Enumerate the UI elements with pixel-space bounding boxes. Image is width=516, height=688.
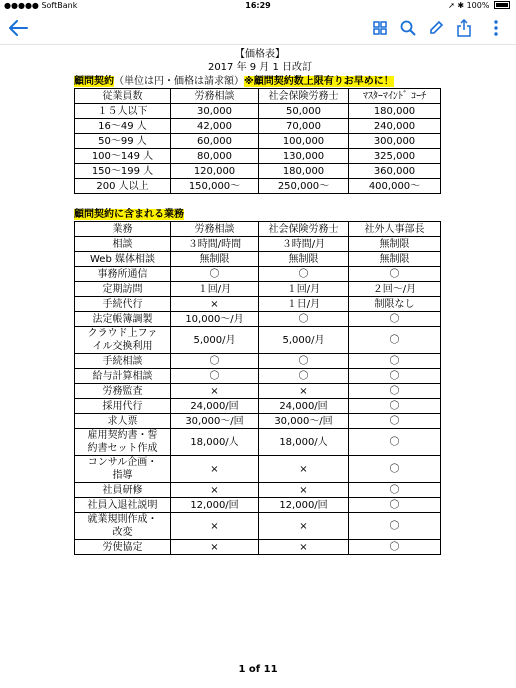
table-cell: 240,000 [349,119,441,134]
section-warning: ※顧問契約数上限有りお早めに！ [244,76,394,87]
column-header: 社外人事部長 [349,222,441,237]
table-cell: 70,000 [259,119,349,134]
viewer-toolbar [0,12,516,45]
table-cell: × [259,456,349,483]
table-cell: 〇 [349,327,441,354]
table-cell: 150～199 人 [75,164,171,179]
table-row [75,456,441,483]
section-label: 顧問契約 [74,76,114,87]
table-cell: 50～99 人 [75,134,171,149]
table-cell: 〇 [259,354,349,369]
table-cell: 事務所通信 [75,267,171,282]
table-cell: コンサル企画・ 指導 [75,456,171,483]
battery-indicator [448,0,510,12]
table-cell: Web 媒体相談 [75,252,171,267]
table-cell: 労使協定 [75,540,171,555]
column-header: 社会保険労務士 [259,222,349,237]
table-cell: 社員研修 [75,483,171,498]
table-cell: 18,000/人 [171,429,259,456]
table-row [75,540,441,555]
table-cell: × [171,483,259,498]
carrier-label: ●●●●● SoftBank [4,1,78,10]
table-cell: 180,000 [259,164,349,179]
table-cell: ２回～/月 [349,282,441,297]
annotate-button[interactable] [426,18,446,38]
table-row [75,149,441,164]
pdf-page [74,44,446,555]
table-row [75,429,441,456]
doc-title: 【価格表】 [235,49,285,60]
table-cell: 〇 [349,354,441,369]
table-cell: 〇 [349,483,441,498]
table-row [75,369,441,384]
table-cell: 42,000 [171,119,259,134]
table-cell: 求人票 [75,414,171,429]
more-vertical-icon [494,20,498,36]
search-icon [400,20,416,36]
table-row [75,327,441,354]
grid-icon [373,21,387,35]
battery-percent: 100% [466,1,490,10]
share-button[interactable] [454,18,474,38]
table-cell: 手続相談 [75,354,171,369]
table-cell: 16～49 人 [75,119,171,134]
table-cell: × [171,456,259,483]
table-cell: 325,000 [349,149,441,164]
table-cell: × [171,297,259,312]
table-row [75,104,441,119]
table-cell: ３時間/月 [259,237,349,252]
table-cell: 150,000～ [171,179,259,194]
table-cell: 社員入退社説明 [75,498,171,513]
table-row [75,498,441,513]
table-header [75,222,441,237]
table-cell: 24,000/回 [259,399,349,414]
back-button[interactable] [8,18,28,38]
table-cell: 180,000 [349,104,441,119]
table-cell: ３時間/時間 [171,237,259,252]
table-row [75,179,441,194]
table-cell: 300,000 [349,134,441,149]
table-row [75,237,441,252]
table-cell: 採用代行 [75,399,171,414]
table-cell: 〇 [349,540,441,555]
table-row [75,297,441,312]
table-cell: 給与計算相談 [75,369,171,384]
table-cell: 〇 [349,456,441,483]
table-cell: 12,000/回 [171,498,259,513]
table-cell: 〇 [349,513,441,540]
table-cell: 30,000～/回 [259,414,349,429]
table-cell: 〇 [349,414,441,429]
table-cell: 〇 [171,267,259,282]
table-row [75,267,441,282]
table-cell: 定期訪問 [75,282,171,297]
table-cell: 200 人以上 [75,179,171,194]
table-cell: 〇 [171,354,259,369]
table-cell: 5,000/月 [259,327,349,354]
table-cell: 就業規則作成・ 改変 [75,513,171,540]
table-cell: 30,000～/回 [171,414,259,429]
table-cell: １日/月 [259,297,349,312]
table-cell: 法定帳簿調製 [75,312,171,327]
bluetooth-icon: ✱ [457,1,465,10]
table-cell: × [259,483,349,498]
table-header [75,89,441,104]
table-cell: １５人以下 [75,104,171,119]
table-cell: 80,000 [171,149,259,164]
status-bar [0,0,516,12]
table-cell: 〇 [349,369,441,384]
table-cell: 400,000～ [349,179,441,194]
table-cell: 18,000/人 [259,429,349,456]
table-cell: × [171,384,259,399]
table-cell: 〇 [349,312,441,327]
table-cell: × [171,513,259,540]
table-cell: × [259,384,349,399]
table-cell: 120,000 [171,164,259,179]
table-cell: × [259,540,349,555]
table-row [75,513,441,540]
table-cell: 60,000 [171,134,259,149]
table-cell: 〇 [349,429,441,456]
column-header: 従業員数 [75,89,171,104]
table-cell: 無制限 [259,252,349,267]
table-cell: １回/月 [259,282,349,297]
table-row [75,354,441,369]
table-cell: 100～149 人 [75,149,171,164]
table-cell: 無制限 [349,237,441,252]
more-button[interactable] [486,18,506,38]
table-cell: 〇 [259,369,349,384]
table-cell: 無制限 [171,252,259,267]
table-cell: × [259,513,349,540]
table-cell: 〇 [259,312,349,327]
column-header: 労務相談 [171,222,259,237]
table-cell: 30,000 [171,104,259,119]
section-label: 顧問契約に含まれる業務 [74,209,184,220]
table-cell: 100,000 [259,134,349,149]
table-cell: 〇 [171,369,259,384]
table-row [75,399,441,414]
table-cell: 〇 [349,399,441,414]
table-cell: 無制限 [349,252,441,267]
table-row [75,134,441,149]
table-cell: 24,000/回 [171,399,259,414]
table-cell: 12,000/回 [259,498,349,513]
search-button[interactable] [398,18,418,38]
table-row [75,164,441,179]
table-cell: 相談 [75,237,171,252]
table-cell: × [171,540,259,555]
fee-table [74,88,441,194]
column-header: 労務相談 [171,89,259,104]
table-cell: 〇 [349,267,441,282]
table-cell: 250,000～ [259,179,349,194]
table-cell: １回/月 [171,282,259,297]
doc-date: 2017 年 9 月 1 日改訂 [207,62,313,73]
table-cell: 労務監査 [75,384,171,399]
service-table [74,221,441,555]
table-cell: 雇用契約書・誓 約書セット作成 [75,429,171,456]
table-cell: クラウド上ファ イル交換利用 [75,327,171,354]
table-cell: 130,000 [259,149,349,164]
table-cell: 制限なし [349,297,441,312]
back-arrow-icon [8,20,28,36]
table-cell: 360,000 [349,164,441,179]
location-icon: ➚ [448,1,455,10]
section-included-services [74,208,446,221]
table-row [75,384,441,399]
table-row [75,282,441,297]
table-cell: 〇 [259,267,349,282]
column-header: ﾏｽﾀｰﾏｲﾝﾄﾞ ｺｰﾁ [349,89,441,104]
table-row [75,483,441,498]
section-note: （単位は円・価格は請求額） [114,76,244,87]
column-header: 社会保険労務士 [259,89,349,104]
share-icon [457,19,471,37]
table-row [75,119,441,134]
pencil-icon [428,20,444,36]
column-header: 業務 [75,222,171,237]
clock: 16:29 [245,1,271,10]
table-row [75,312,441,327]
table-cell: 〇 [349,498,441,513]
section-advisory-contract [74,75,446,88]
table-cell: 5,000/月 [171,327,259,354]
table-cell: 手続代行 [75,297,171,312]
table-cell: 50,000 [259,104,349,119]
table-cell: 10,000～/月 [171,312,259,327]
battery-icon [494,1,510,9]
table-cell: 〇 [349,384,441,399]
page-indicator: 1 of 11 [238,664,278,675]
table-row [75,252,441,267]
thumbnails-button[interactable] [370,18,390,38]
table-row [75,414,441,429]
